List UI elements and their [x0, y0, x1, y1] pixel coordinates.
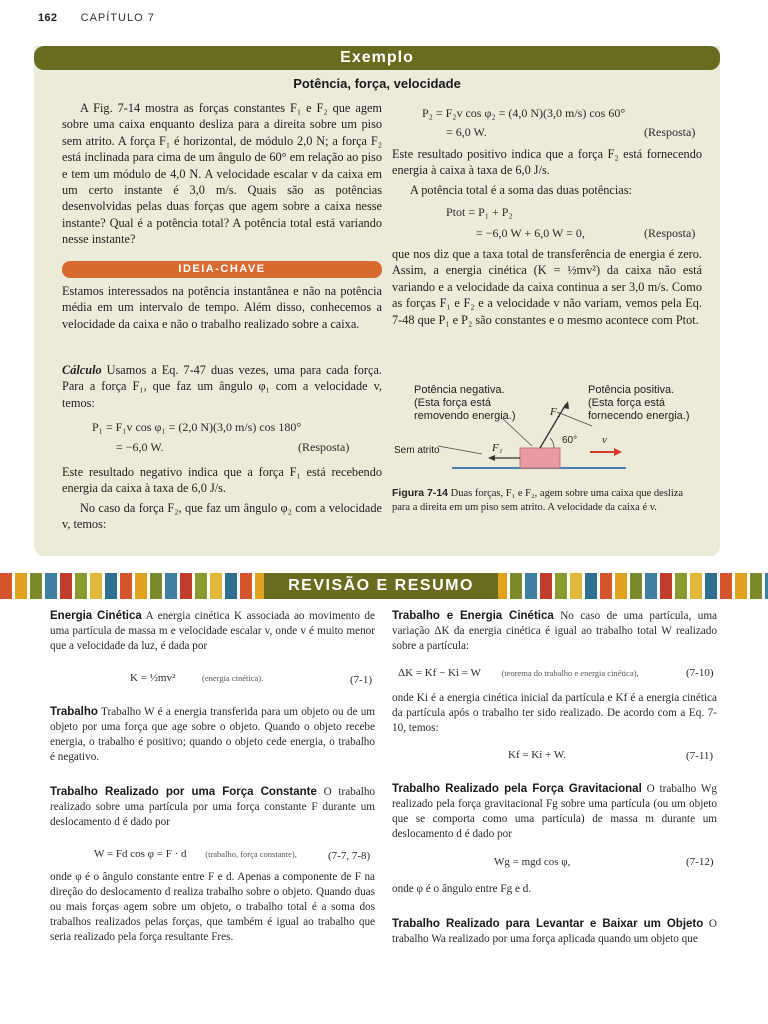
calc-text: Usamos a Eq. 7-47 duas vezes, uma para cada força. Para a força F₁, que faz um ângulo φ₁ com a velocidade v, temos:	[62, 363, 382, 410]
key-idea-bar: IDEIA-CHAVE	[62, 261, 382, 278]
strip-block	[690, 573, 702, 599]
neg-leader-line	[502, 418, 532, 446]
floor-label: Sem atrito	[394, 445, 440, 456]
review-right-grav-after	[392, 882, 717, 897]
review-right-lift	[392, 917, 717, 947]
wke-eq2-number: (7-11)	[686, 750, 714, 762]
f2-arrowhead	[563, 401, 569, 409]
pos-leader-line	[557, 412, 592, 426]
eq-total-line2: = −6,0 W + 6,0 W = 0,	[476, 226, 585, 240]
strip-block	[210, 573, 222, 599]
strip-block	[645, 573, 657, 599]
strip-block	[585, 573, 597, 599]
grav-eq-number: (7-12)	[686, 856, 714, 868]
page-number: 162	[38, 12, 58, 24]
p2-intro-text: No caso da força F₂, que faz um ângulo φ₂ com a velocidade v, temos:	[62, 500, 382, 532]
wke-text: No caso de uma partícula, uma variação ΔK da energia cinética é igual ao trabalho total W realizado sobre a partícula:	[392, 610, 717, 652]
grav-text: O trabalho Wg realizado pela força gravitacional Fg sobre uma partícula (ou um objeto que se comporta como uma partícula) de massa m durante um deslocamento d é dado por	[392, 783, 717, 840]
review-left-const	[50, 785, 375, 830]
eq-total-response: (Resposta)	[644, 226, 696, 240]
f1-arrowhead	[488, 455, 495, 461]
running-head	[38, 12, 155, 24]
angle-label: 60°	[562, 435, 578, 446]
eq-p1-response: (Resposta)	[298, 440, 350, 454]
strip-block	[540, 573, 552, 599]
wke-heading: Trabalho e Energia Cinética	[392, 610, 554, 622]
eq-p1-line2: = −6,0 W.	[116, 440, 164, 454]
const-text: O trabalho realizado sobre uma partícula por uma força constante F durante um deslocamento d é dado por	[50, 786, 376, 828]
kinetic-eq-number: (7-1)	[350, 674, 372, 686]
figure-caption-text: Duas forças, F₁ e F₂, agem sobre uma caixa que desliza para a direita em um piso sem atrito. A velocidade da caixa é v.	[392, 488, 684, 513]
review-right-wke	[392, 609, 717, 654]
strip-block	[570, 573, 582, 599]
wke-equation-2: Kf = Ki + W.	[508, 749, 566, 761]
figure-caption	[392, 487, 702, 514]
strip-block	[75, 573, 87, 599]
const-eq-number: (7-7, 7-8)	[328, 850, 371, 862]
review-right-grav	[392, 782, 717, 842]
conclusion-text: que nos diz que a taxa total de transferência de energia é zero. Assim, a energia cinética (K = ½mv²) da caixa não está variando e a velocidade da caixa continua a ser 3,0 m/s. Como as forças F₁ e F₂ e a velocidade v não variam, vemos pela Eq. 7-48 que P₁ e P₂ são constantes e o mesmo acontece com Ptot.	[392, 247, 702, 327]
figure-caption-number: Figura 7-14	[392, 487, 449, 499]
const-equation: W = Fd cos φ = F · d (trabalho, força constante),	[94, 848, 297, 860]
wke-equation: ΔK = Kf − Ki = W (teorema do trabalho e energia cinética),	[398, 667, 639, 679]
review-left-work	[50, 705, 375, 765]
total-intro-text: A potência total é a soma das duas potências:	[410, 182, 632, 197]
pos-power-label: Potência positiva. (Esta força está fornecendo energia.)	[588, 384, 690, 422]
f2-label: F₂	[550, 406, 561, 418]
strip-block	[120, 573, 132, 599]
strip-block	[705, 573, 717, 599]
p1-result-text: Este resultado negativo indica que a força F₁ está recebendo energia da caixa à taxa de 6,0 J/s.	[62, 465, 382, 496]
grav-heading: Trabalho Realizado pela Força Gravitacional	[392, 783, 642, 795]
wke-after-text: onde Ki é a energia cinética inicial da partícula e Kf é a energia cinética da partícula após o trabalho ter sido realizado. De acordo com a Eq. 7-10, temos:	[392, 692, 717, 734]
work-heading: Trabalho	[50, 706, 98, 718]
lift-heading: Trabalho Realizado para Levantar e Baixar um Objeto	[392, 918, 704, 930]
strip-block	[195, 573, 207, 599]
calc-label: Cálculo	[62, 363, 102, 377]
figure-7-14	[392, 382, 708, 484]
strip-block	[600, 573, 612, 599]
eq-total-line1: Ptot = P₁ + P₂	[446, 205, 513, 219]
f1-label: F₁	[492, 442, 503, 454]
work-text: Trabalho W é a energia transferida para um objeto ou de um objeto por uma força que age sobre o objeto. Quando o objeto recebe energia, o trabalho é positivo; quando o objeto cede energia, o trabalho é negativo.	[50, 706, 375, 763]
strip-block	[735, 573, 747, 599]
wke-eq-number: (7-10)	[686, 667, 714, 679]
review-left-const-after	[50, 870, 375, 945]
calc-column	[62, 362, 382, 414]
eq-p1-line1: P₁ = F₁v cos φ₁ = (2,0 N)(3,0 m/s) cos 180°	[92, 420, 302, 434]
review-left-kinetic	[50, 609, 375, 654]
kinetic-text: A energia cinética K associada ao movimento de uma partícula de massa m e velocidade escalar v, onde v é muito menor que a velocidade da luz, é dada por	[50, 610, 375, 652]
strip-block	[720, 573, 732, 599]
strip-block	[555, 573, 567, 599]
strip-block	[660, 573, 672, 599]
strip-block	[45, 573, 57, 599]
p2-result-text: Este resultado positivo indica que a força F₂ está fornecendo energia à caixa à taxa de 6,0 J/s.	[392, 147, 702, 178]
strip-block	[90, 573, 102, 599]
strip-block	[225, 573, 237, 599]
lift-text: O trabalho Wa realizado por uma força aplicada quando um objeto que	[392, 918, 717, 945]
strip-block	[240, 573, 252, 599]
p1-result-column	[62, 464, 382, 536]
strip-block	[60, 573, 72, 599]
box	[520, 448, 560, 468]
strip-block	[525, 573, 537, 599]
strip-block	[135, 573, 147, 599]
velocity-arrowhead	[614, 448, 622, 456]
example-subtitle: Potência, força, velocidade	[293, 76, 461, 91]
eq-p2-response: (Resposta)	[644, 125, 696, 139]
strip-block	[510, 573, 522, 599]
example-title-bar: Exemplo	[34, 46, 720, 70]
key-idea-column	[62, 283, 382, 335]
strip-block	[750, 573, 762, 599]
strip-block	[150, 573, 162, 599]
strip-block	[630, 573, 642, 599]
strip-block	[105, 573, 117, 599]
strip-block	[615, 573, 627, 599]
grav-after-text: onde φ é o ângulo entre Fg e d.	[392, 883, 532, 895]
figure-diagram	[392, 382, 708, 484]
p2-result-column	[392, 146, 702, 201]
const-heading: Trabalho Realizado por uma Força Constante	[50, 786, 317, 798]
review-title: REVISÃO E RESUMO	[264, 573, 498, 599]
floor-leader-line	[438, 446, 482, 454]
grav-equation: Wg = mgd cos φ,	[494, 856, 571, 868]
strip-block	[180, 573, 192, 599]
review-right-wke-after	[392, 691, 717, 736]
kinetic-heading: Energia Cinética	[50, 610, 142, 622]
strip-block	[165, 573, 177, 599]
key-idea-text: Estamos interessados na potência instantânea e não na potência média em um intervalo de tempo. Além disso, conhecemos a velocidade da caixa e não o trabalho realizado sobre a caixa.	[62, 284, 382, 331]
v-label: v	[602, 434, 607, 446]
kinetic-equation: K = ½mv² (energia cinética).	[130, 672, 264, 684]
const-after-text: onde φ é o ângulo constante entre F e d. Apenas a componente de F na direção do deslocamento d realiza trabalho sobre o objeto. Quando duas ou mais forças agem sobre um objeto, o trabalho total é a soma dos trabalhos realizados pelas forças, que também é igual ao trabalho que seria realizado pela força resultante Fres.	[50, 871, 375, 943]
eq-p2-line1: P₂ = F₂v cos φ₂ = (4,0 N)(3,0 m/s) cos 60°	[422, 106, 626, 120]
strip-block	[675, 573, 687, 599]
angle-arc	[550, 438, 554, 448]
example-intro-column	[62, 100, 382, 251]
eq-p2-line2: = 6,0 W.	[446, 125, 487, 139]
example-intro-text: A Fig. 7-14 mostra as forças constantes F₁ e F₂ que agem sobre uma caixa enquanto desliza para a direita sobre um piso sem atrito. A força F₁ é horizontal, de módulo 2,0 N; a força F₂ está inclinada para cima de um ângulo de 60° em relação ao piso e tem um módulo de 4,0 N. A velocidade escalar v da caixa em um certo instante é 3,0 m/s. Quais são as potências desenvolvidas pelas duas forças que agem sobre a caixa nesse instante? Qual é a potência total? A potência total está variando nesse instante?	[62, 101, 382, 247]
neg-power-label: Potência negativa. (Esta força está removendo energia.)	[414, 384, 516, 422]
chapter-title: CAPÍTULO 7	[80, 12, 155, 24]
strip-block	[15, 573, 27, 599]
strip-block	[0, 573, 12, 599]
strip-block	[30, 573, 42, 599]
conclusion-column	[392, 246, 702, 331]
